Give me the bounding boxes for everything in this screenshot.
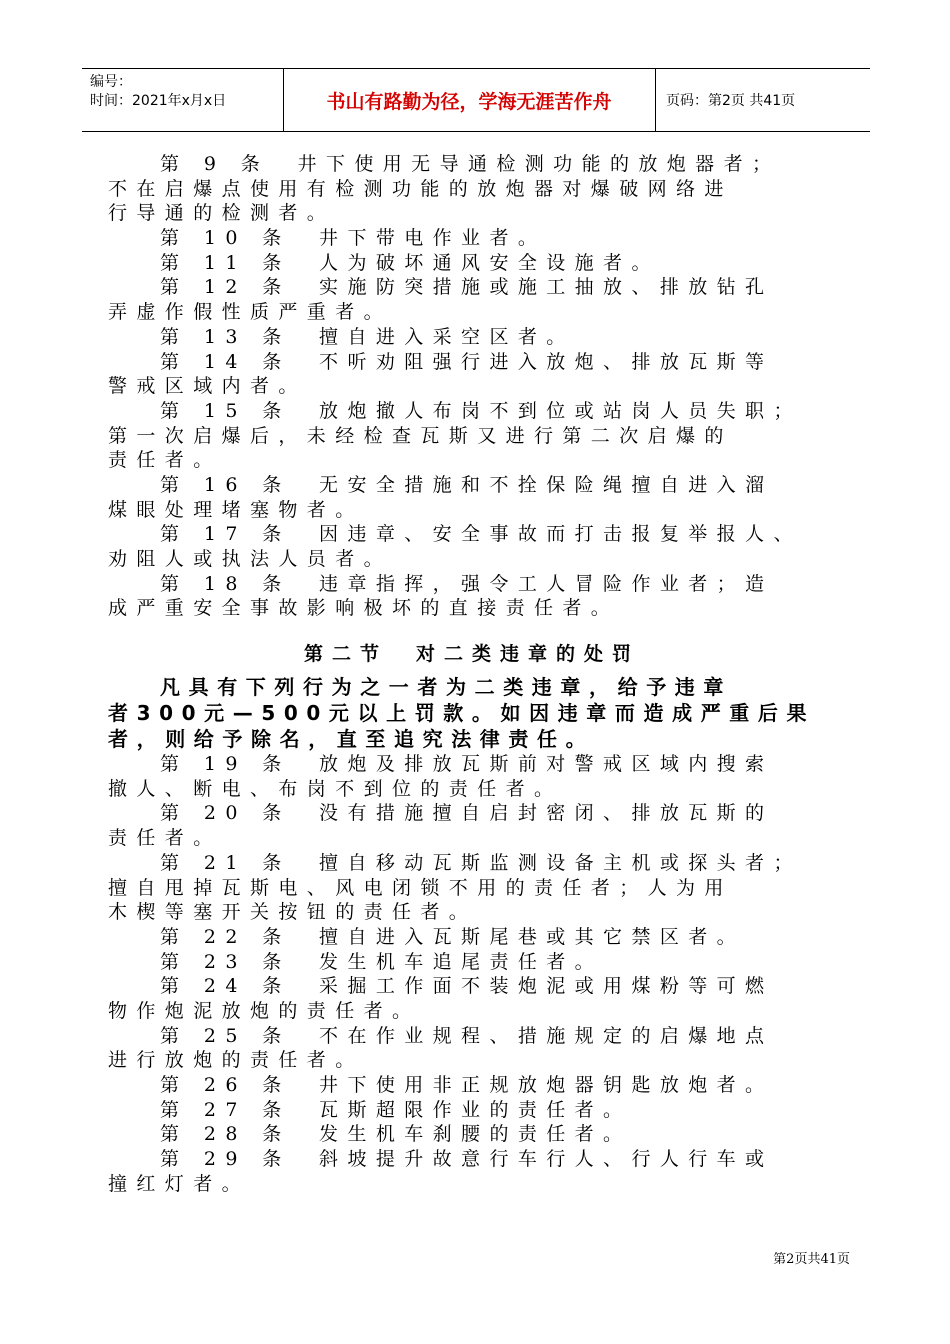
text-line: 者，则给予除名，直至追究法律责任。 xyxy=(108,727,595,752)
header-meta xyxy=(82,69,283,131)
text-line: 第 25 条 不在作业规程、措施规定的启爆地点 xyxy=(160,1024,774,1047)
text-line: 撞红灯者。 xyxy=(108,1172,251,1195)
text-line: 煤眼处理堵塞物者。 xyxy=(108,498,364,521)
text-line: 第 24 条 采掘工作面不装炮泥或用煤粉等可燃 xyxy=(160,975,774,998)
text-line: 责任者。 xyxy=(108,449,222,472)
text-line: 撤人、断电、布岗不到位的责任者。 xyxy=(108,777,563,800)
text-line: 第一次启爆后，未经检查瓦斯又进行第二次启爆的 xyxy=(108,424,733,447)
text-line: 第 17 条 因违章、安全事故而打击报复举报人、 xyxy=(160,523,802,546)
text-line: 不在启爆点使用有检测功能的放炮器对爆破网络进 xyxy=(108,177,733,200)
text-line: 第 29 条 斜坡提升故意行车行人、行人行车或 xyxy=(160,1148,774,1171)
text-line: 第 16 条 无安全措施和不拴保险绳擅自进入溜 xyxy=(160,473,774,496)
header-divider xyxy=(655,69,656,131)
text-line: 擅自甩掉瓦斯电、风电闭锁不用的责任者；人为用 xyxy=(108,876,733,899)
articles-part-2 xyxy=(108,752,836,1196)
text-line: 木楔等塞开关按钮的责任者。 xyxy=(108,901,478,924)
text-line: 者300元—500元以上罚款。如因违章而造成严重后果 xyxy=(108,701,816,726)
text-line: 第 18 条 违章指挥，强令工人冒险作业者；造 xyxy=(160,572,774,595)
text-line: 第 12 条 实施防突措施或施工抽放、排放钻孔 xyxy=(160,276,774,299)
text-line: 进行放炮的责任者。 xyxy=(108,1049,364,1072)
header-page-label: 页码：第2页 共41页 xyxy=(666,93,796,109)
text-line: 劝阻人或执法人员者。 xyxy=(108,548,393,570)
text-line: 第 14 条 不听劝阻强行进入放炮、排放瓦斯等 xyxy=(160,350,774,373)
page-header xyxy=(82,68,870,132)
text-line: 第 21 条 擅自移动瓦斯监测设备主机或探头者； xyxy=(160,851,802,874)
text-line: 成严重安全事故影响极坏的直接责任者。 xyxy=(108,597,620,620)
text-line: 凡具有下列行为之一者为二类违章，给予违章 xyxy=(160,675,732,700)
document-body xyxy=(108,152,836,1196)
section-title: 第二节 对二类违章的处罚 xyxy=(303,643,640,666)
text-line: 第 20 条 没有措施擅自启封密闭、排放瓦斯的 xyxy=(160,802,774,825)
text-line: 第 19 条 放炮及排放瓦斯前对警戒区域内搜索 xyxy=(160,753,774,776)
text-line: 第 23 条 发生机车追尾责任者。 xyxy=(160,950,604,973)
text-line: 第 22 条 擅自进入瓦斯尾巷或其它禁区者。 xyxy=(160,925,746,948)
text-line: 警戒区域内者。 xyxy=(108,375,307,398)
text-line: 第 15 条 放炮撤人布岗不到位或站岗人员失职； xyxy=(160,399,802,422)
text-line: 第 9 条 井下使用无导通检测功能的放炮器者； xyxy=(160,153,781,175)
text-line: 第 28 条 发生机车刹腰的责任者。 xyxy=(160,1123,632,1146)
text-line: 第 13 条 擅自进入采空区者。 xyxy=(160,325,575,348)
articles-part-1 xyxy=(108,152,836,621)
text-line: 第 26 条 井下使用非正规放炮器钥匙放炮者。 xyxy=(160,1074,774,1096)
text-line: 第 10 条 井下带电作业者。 xyxy=(160,227,547,250)
text-line: 第 11 条 人为破坏通风安全设施者。 xyxy=(160,251,660,274)
text-line: 物作炮泥放炮的责任者。 xyxy=(108,999,421,1022)
text-line: 责任者。 xyxy=(108,827,222,850)
section-intro xyxy=(108,674,836,752)
time-label: 时间：2021年x月x日 xyxy=(90,93,227,109)
number-label: 编号： xyxy=(90,74,132,90)
page-footer: 第2页共41页 xyxy=(773,1252,850,1267)
text-line: 第 27 条 瓦斯超限作业的责任者。 xyxy=(160,1098,632,1121)
text-line: 弄虚作假性质严重者。 xyxy=(108,301,393,324)
header-motto: 书山有路勤为径，学海无涯苦作舟 xyxy=(326,90,612,113)
text-line: 行导通的检测者。 xyxy=(108,202,336,225)
